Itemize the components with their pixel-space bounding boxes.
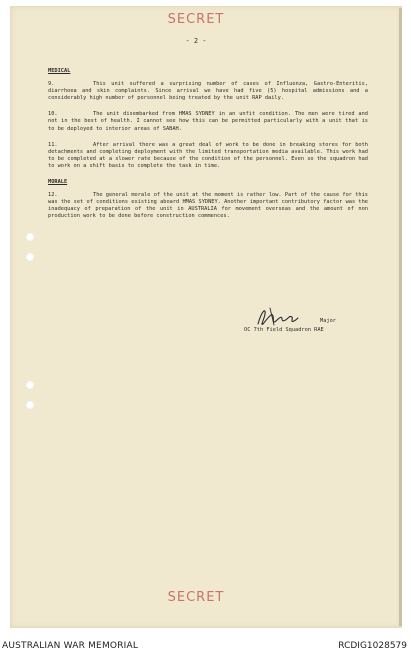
punch-hole	[26, 401, 34, 409]
paragraph-number: 10.	[48, 111, 58, 118]
signatory-unit: OC 7th Field Squadron RAE	[244, 327, 324, 333]
archive-source: AUSTRALIAN WAR MEMORIAL	[2, 641, 139, 651]
paragraph-number: 9.	[48, 81, 55, 88]
page-edge	[399, 8, 402, 626]
document-body	[48, 68, 368, 230]
classification-stamp-top: SECRET	[167, 12, 225, 27]
punch-hole	[26, 253, 34, 261]
section-heading-medical: MEDICAL	[48, 68, 71, 74]
paragraph-9	[48, 81, 368, 102]
paragraph-12	[48, 192, 368, 220]
paragraph-11	[48, 142, 368, 170]
paragraph-number: 11.	[48, 141, 58, 148]
punch-hole	[26, 381, 34, 389]
page-number: - 2 -	[185, 37, 207, 45]
paragraph-text: This unit suffered a surprising number of cases of Influenza, Gastro-Enteritis, diarrhoea and skin complaints. Since arrival we have had five (5) hospital admissions and a considerably high number of personnel being treated by the unit RAP daily.	[48, 81, 368, 102]
paragraph-number: 12.	[48, 192, 58, 199]
archive-footer	[0, 630, 411, 654]
paragraph-text: After arrival there was a great deal of work to be done in breaking stores for both detachments and completing deployment with the limited transportation media available. This work had to be completed at a slower rate because of the condition of the personnel. Even so the squadron had to work on a shift basis to complete the task in time.	[48, 141, 368, 169]
signatory-rank: Major	[320, 318, 336, 324]
classification-stamp-bottom: SECRET	[167, 590, 225, 605]
archive-reference: RCDIG1028579	[338, 641, 407, 651]
paragraph-10	[48, 111, 368, 132]
paragraph-text: The unit disembarked from HMAS SYDNEY in an unfit condition. The men were tired and not in the best of health. I cannot see how this can be permitted particularly with a unit that is to be deployed to interior areas of SABAH.	[48, 111, 368, 132]
punch-hole	[26, 233, 34, 241]
paragraph-text: The general morale of the unit at the moment is rather low. Part of the cause for this was the set of conditions existing aboard HMAS SYDNEY. Another important contributory factor was the inadequacy of preparation of the unit in AUSTRALIA for movement overseas and the amount of non production work to be done before construction commences.	[48, 192, 368, 220]
section-heading-morale: MORALE	[48, 179, 68, 186]
